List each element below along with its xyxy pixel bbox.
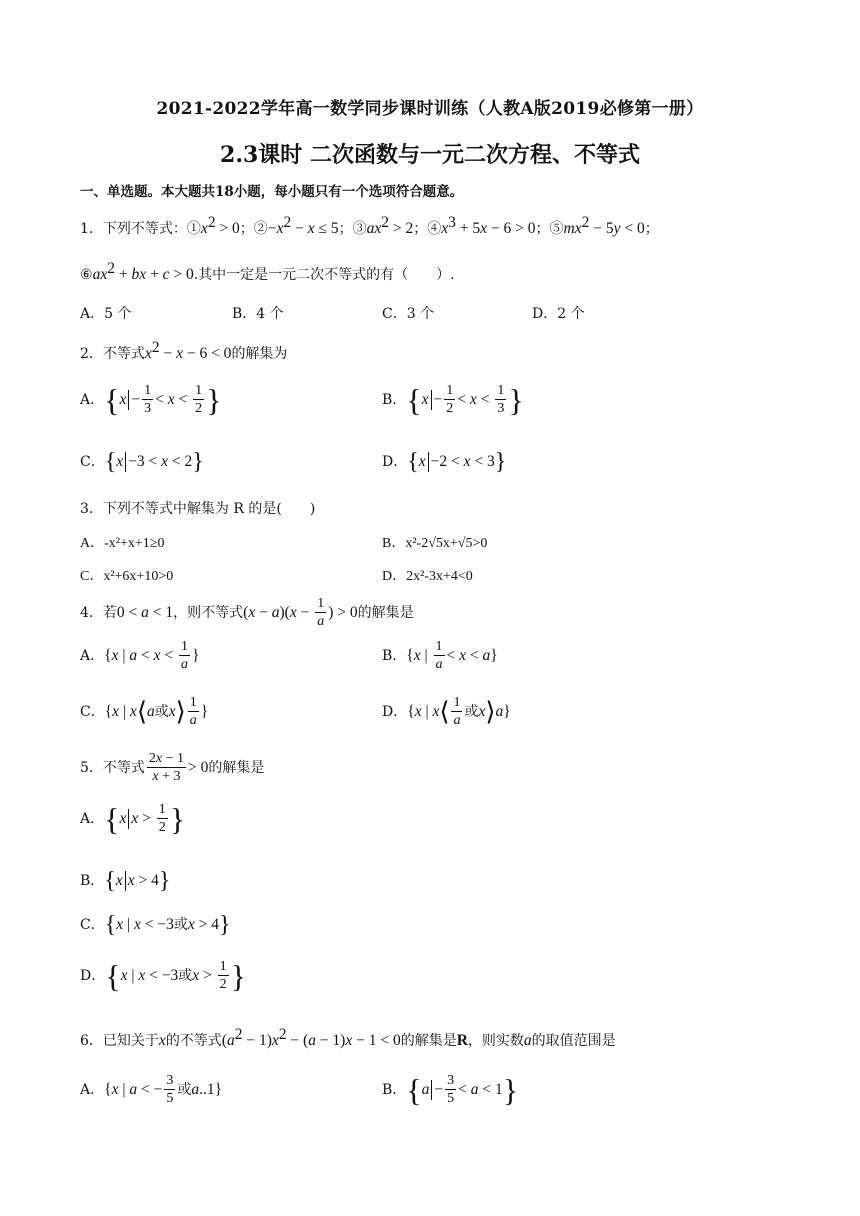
question-3-option-b: B．x²-2√5x+√5>0: [382, 536, 488, 551]
question-5-option-a: A．{x x > $\frac{1}{2}$ }: [80, 801, 186, 837]
question-6-option-b: B．{a − $\frac{3}{5}$ < a < 1}: [382, 1072, 519, 1108]
question-5-stem: 5．不等式 $\frac{2x - 1}{x + 3}$ > 0的解集是: [80, 751, 265, 784]
question-2-stem: 2．不等式$x^2 - x - 6 < 0$的解集为: [80, 339, 288, 362]
question-3-option-d: D．2x²-3x+4<0: [382, 569, 473, 584]
section-heading: 一、单选题。本大题共18小题，每小题只有一个选项符合题意。: [80, 184, 464, 200]
question-1-option-c: C．3 个: [382, 306, 435, 322]
question-4-option-b: B．{x | $\frac{1}{a}$ < x < a}: [382, 639, 498, 672]
question-3-option-c: C．x²+6x+10>0: [80, 569, 174, 584]
question-3-option-a: A．-x²+x+1≥0: [80, 536, 165, 551]
question-6-option-a: A．{x | a < − $\frac{3}{5}$ 或a..1}: [80, 1073, 223, 1106]
question-4-stem: 4．若0 < a < 1，则不等式(x − a)(x − $\frac{1}{a}$ ) > 0的解集是: [80, 596, 414, 629]
lesson-title: 2.3课时 二次函数与一元二次方程、不等式: [220, 142, 640, 168]
question-1-stem-cont: $⑥ax^2$ + bx + c > 0.其中一定是一元二次不等式的有（ ）.: [80, 260, 455, 283]
question-5-option-d: D．{x | x < −3或x > $\frac{1}{2}$ }: [80, 958, 246, 994]
question-2-option-d: D．{x −2 < x < 3}: [382, 449, 507, 475]
worksheet-title: 2021-2022学年高一数学同步课时训练（人教A版2019必修第一册）: [156, 99, 704, 119]
question-4-option-d: D．{x | x⟨ $\frac{1}{a}$ 或x⟩a}: [382, 695, 511, 728]
question-4-option-c: C．{x | x⟨a或x⟩ $\frac{1}{a}$ }: [80, 695, 209, 728]
question-5-option-c: C．{x | x < −3或x > 4}: [80, 912, 231, 938]
question-3-stem: 3．下列不等式中解集为 R 的是( ): [80, 501, 316, 517]
question-2-option-b: B．{x − $\frac{1}{2}$ < x < $\frac{1}{3}$ }: [382, 382, 524, 418]
question-1-stem: 1．下列不等式：$①x^2 > 0$；$②-x^2 - x \le 5$；$③ax^2 > 2$；$④x^3 + 5x - 6 > 0$；$⑤mx^2 - 5y < 0$；: [80, 214, 659, 237]
question-6-stem: 6．已知关于x的不等式$(a^2 - 1)x^2 - (a - 1)x - 1 < 0$的解集是R，则实数a的取值范围是: [80, 1026, 616, 1049]
question-4-option-a: A．{x | a < x < $\frac{1}{a}$ }: [80, 639, 200, 672]
question-1-option-d: D．2 个: [532, 306, 585, 322]
question-1-option-a: A．5 个: [80, 306, 132, 322]
question-1-option-b: B．4 个: [232, 306, 284, 322]
question-5-option-b: B．{x x > 4}: [80, 868, 171, 894]
question-2-option-a: A．{x − $\frac{1}{3}$ < x < $\frac{1}{2}$ }: [80, 382, 222, 418]
question-2-option-c: C．{x −3 < x < 2}: [80, 449, 204, 475]
